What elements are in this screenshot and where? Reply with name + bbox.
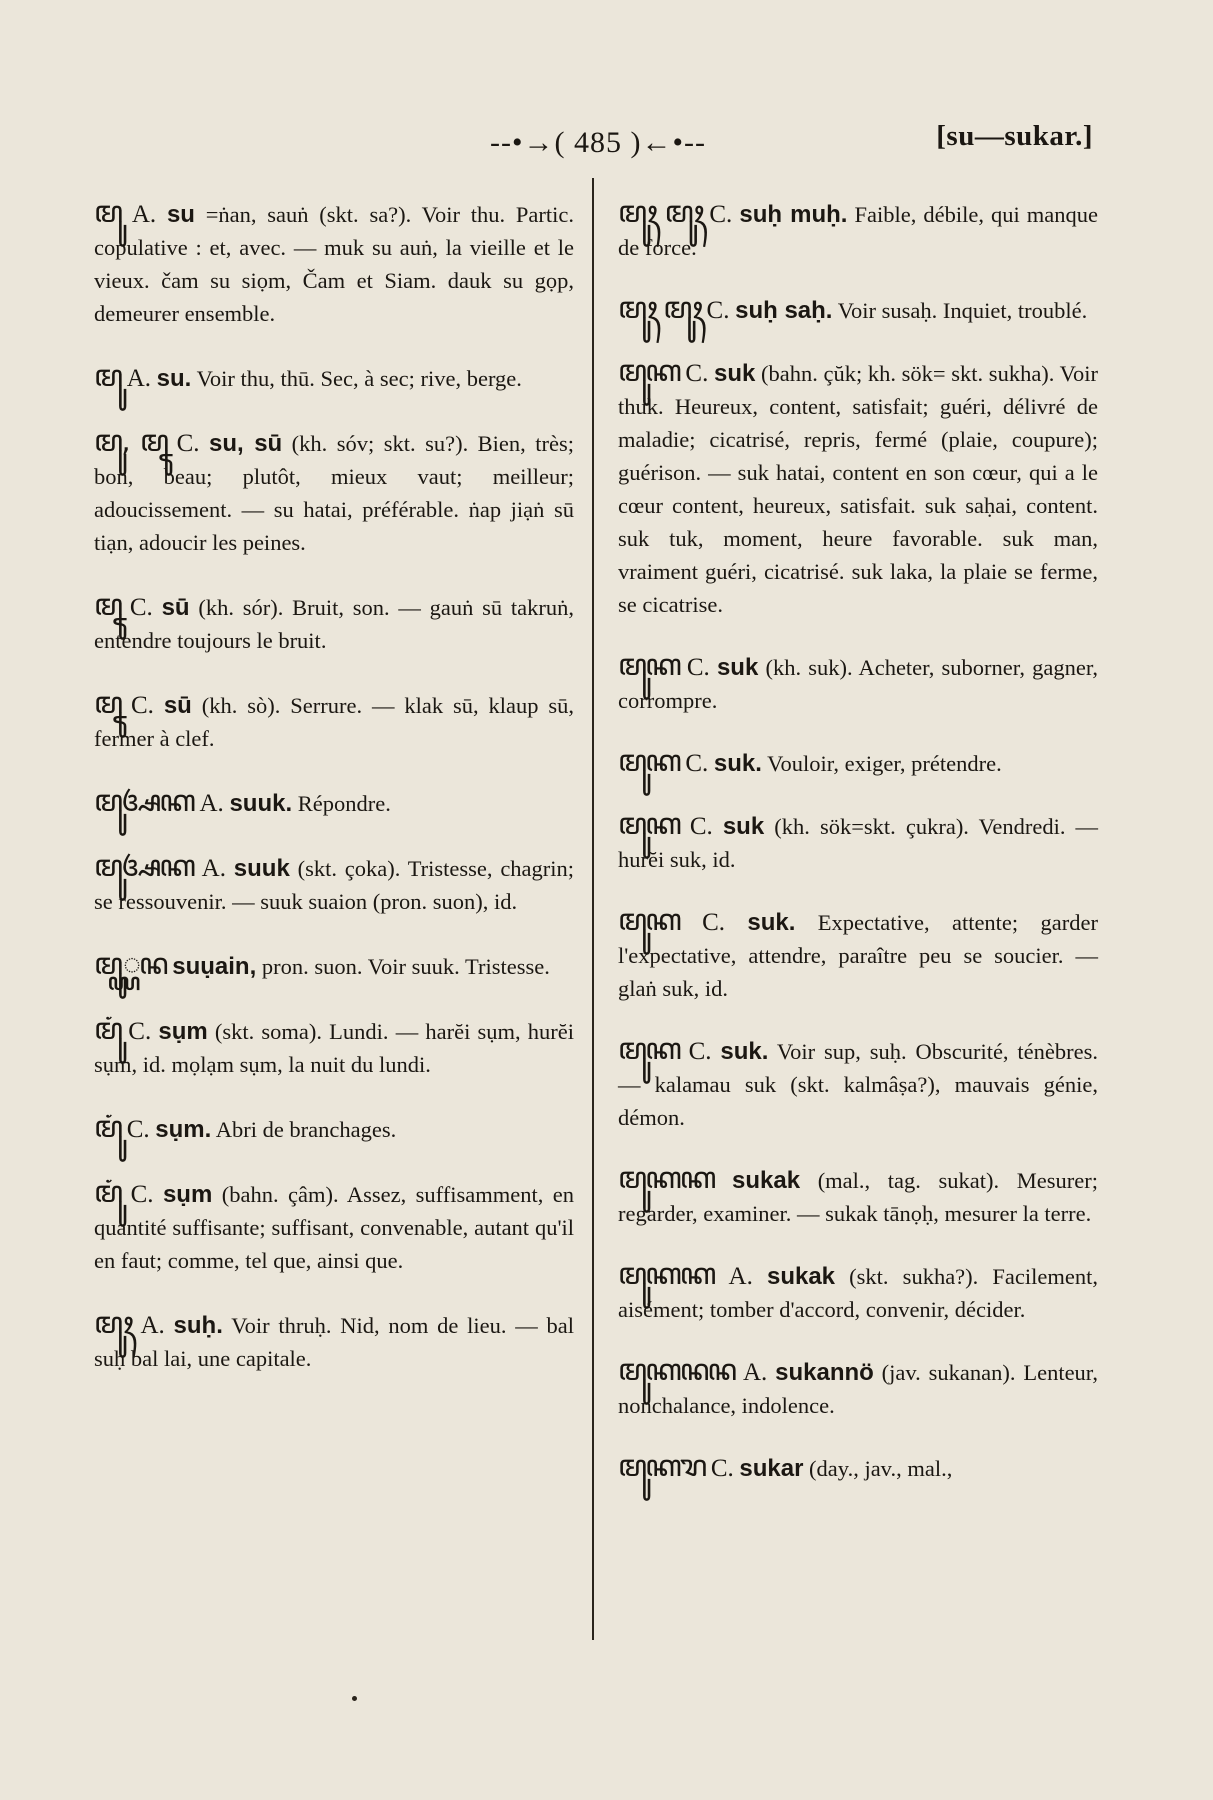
language-marker: C. [176,430,200,457]
language-marker: C. [129,594,153,621]
dictionary-entry [94,850,574,918]
headword: suḥ saḥ. [735,297,833,324]
dictionary-entry [618,292,1098,327]
cham-script-glyph: ꦩꦸꦁ [94,1110,122,1145]
definition-text: Voir sup, suḥ. Obscurité, ténèbres. — kalamau suk (skt. kalmâṣa?), mauvais génie, démon. [618,1039,1098,1130]
running-head: [su—sukar.] [936,120,1093,152]
dictionary-entry [618,808,1098,876]
headword: suk. [720,1038,769,1065]
dictionary-entry [618,1354,1098,1422]
language-marker: C. [702,909,726,936]
dictionary-entry [618,196,1098,264]
language-marker: C. [130,1181,154,1208]
page-number: --•→( 485 )←•-- [490,126,706,159]
definition-text: Répondre. [297,791,391,816]
cham-script-glyph: ꦩꦸꦏꦏ [618,1257,715,1292]
definition-text: Abri de branchages. [215,1117,397,1142]
headword: suk [722,813,765,840]
cham-script-glyph: ꦩꦸꦏ [618,648,680,683]
headword: suụain, [172,953,257,980]
dictionary-entry [618,1162,1098,1230]
dictionary-entry [618,1258,1098,1326]
definition-text: Voir susaḥ. Inquiet, troublé. [837,298,1088,323]
headword: sū [163,692,192,719]
language-marker: C. [686,654,710,681]
language-marker: C. [709,201,733,228]
language-marker: C. [131,692,154,719]
definition-text: pron. suon. Voir suuk. Tristesse. [261,954,550,979]
dictionary-entry [94,687,574,755]
definition-text: (day., jav., mal., [809,1456,953,1481]
dictionary-entry [94,1176,574,1277]
cham-script-glyph: ꦩꦸꦄꦏ [94,784,194,819]
dictionary-entry [618,1450,1098,1485]
dictionary-entry [94,785,574,820]
language-marker: A. [140,1312,165,1339]
language-marker: C. [689,813,713,840]
definition-text: (skt. çoka). Tristesse, chagrin; se ressouvenir. — suuk suaion (pron. suon), id. [94,856,575,914]
language-marker: C. [710,1455,734,1482]
headword: suuk [233,855,290,882]
cham-script-glyph: ꦩꦸꦃ ꦩꦸꦃ [618,195,703,230]
column-divider [592,178,594,1640]
cham-script-glyph: ꦩꦸ꧀ꦪꦤ [94,947,167,982]
definition-text: (kh. suk). Acheter, suborner, gagner, corrompre. [618,655,1099,713]
dictionary-entry [94,360,574,395]
cham-script-glyph: ꦩꦸꦃ ꦩꦸꦃ [618,291,701,326]
dictionary-entry [94,425,574,559]
definition-text: Vouloir, exiger, prétendre. [767,751,1002,776]
dictionary-entry [94,589,574,657]
right-column [618,196,1098,1485]
definition-text: =ṅan, sauṅ (skt. sa?). Voir thu. Partic. copulative : et, avec. — muk su auṅ, la vieille et le vieux. čam su siọm, Čam et Siam. dauk su gọp, demeurer ensemble. [94,202,575,326]
headword: su. [156,365,192,392]
cham-script-glyph: ꦩꦸꦏ [618,807,680,842]
definition-text: Expectative, attente; garder l'expectative, attendre, paraître peu se soucier. — glaṅ suk, id. [618,910,1098,1001]
headword: suḥ muḥ. [739,201,848,228]
language-marker: A. [728,1263,753,1290]
language-marker: C. [126,1116,150,1143]
language-marker: C. [128,1018,152,1045]
definition-text: (kh. sök=skt. çukra). Vendredi. — hurĕi suk, id. [618,814,1099,872]
cham-script-glyph: ꦩꦸ [94,359,122,394]
definition-text: (kh. sóv; skt. su?). Bien, très; bon, beau; plutôt, mieux vaut; meilleur; adoucissement. — su hatai, préférable. ṅap jiạṅ sū tiạn, adoucir les peines. [94,431,574,555]
cham-script-glyph: ꦩꦸꦁ [94,1012,122,1047]
dictionary-entry [618,745,1098,780]
dictionary-entry [618,355,1098,621]
cham-script-glyph: ꦩꦸꦏꦏ [618,1161,715,1196]
headword: sū [161,594,190,621]
headword: suḥ. [173,1312,223,1339]
language-marker: A. [126,365,152,392]
definition-text: (mal., tag. sukat). Mesurer; regarder, examiner. — sukak tānọḥ, mesurer la terre. [618,1168,1098,1226]
language-marker: A. [131,201,157,228]
definition-text: (kh. sò). Serrure. — klak sū, klaup sū, fermer à clef. [94,693,575,751]
headword: sukar [739,1455,804,1482]
definition-text: Voir thu, thū. Sec, à sec; rive, berge. [196,366,522,391]
definition-text: (skt. soma). Lundi. — harĕi sụm, hurĕi sụm, id. mọlạm sụm, la nuit du lundi. [94,1019,574,1077]
headword: suuk. [229,790,293,817]
cham-script-glyph: ꦩꦸ, ꦩꦹ [94,424,168,459]
headword: suk. [747,909,796,936]
language-marker: A. [199,790,224,817]
dictionary-entry [618,1033,1098,1134]
definition-text: (bahn. çŭk; kh. sök= skt. sukha). Voir thuk. Heureux, content, satisfait; guéri, délivré de maladie; cicatrisé, repris, fermé (plaie, coupure); guérison. — suk hatai, content en son cœur, qui a le cœur content, heureux, satisfait. suk saḥai, content. suk tuk, moment, heure favorable. suk man, vraiment guéri, cicatrisé. suk laka, la plaie se ferme, se cicatrise. [618,361,1099,617]
cham-script-glyph: ꦩꦸ [94,195,122,230]
cham-script-glyph: ꦩꦹ [94,588,122,623]
headword: sukak [766,1263,836,1290]
dictionary-entry [94,948,574,983]
language-marker: A. [742,1359,768,1386]
definition-text: Voir thruḥ. Nid, nom de lieu. — bal suḥ bal lai, une capitale. [94,1313,575,1371]
headword: sukak [732,1167,801,1194]
dictionary-entry [94,196,574,330]
cham-script-glyph: ꦩꦸꦁ [94,1175,122,1210]
left-column [94,196,574,1375]
language-marker: C. [688,1038,712,1065]
cham-script-glyph: ꦩꦹ [94,686,122,721]
cham-script-glyph: ꦩꦸꦃ [94,1306,132,1341]
headword: sukannö [775,1359,874,1386]
headword: suk. [713,750,762,777]
definition-text: (kh. sór). Bruit, son. — gauṅ sū takruṅ, entendre toujours le bruit. [94,595,575,653]
headword: su [166,201,195,228]
ink-speck [352,1696,357,1701]
cham-script-glyph: ꦩꦸꦄꦏ [94,849,194,884]
cham-script-glyph: ꦩꦸꦏ [618,354,680,389]
language-marker: A. [201,855,226,882]
headword: sụm. [155,1116,212,1143]
dictionary-entry [94,1307,574,1375]
headword: suk [713,360,756,387]
cham-script-glyph: ꦩꦸꦏꦫ [618,1449,706,1484]
dictionary-entry [618,649,1098,717]
headword: sụm [158,1018,208,1045]
headword: sụm [162,1181,213,1208]
headword: suk [716,654,759,681]
cham-script-glyph: ꦩꦸꦏ [618,1032,680,1067]
cham-script-glyph: ꦩꦸꦏꦤꦤ [618,1353,736,1388]
language-marker: C. [685,360,709,387]
language-marker: C. [685,750,709,777]
definition-text: (jav. sukanan). Lenteur, nonchalance, indolence. [618,1360,1099,1418]
dictionary-entry [94,1111,574,1146]
definition-text: (bahn. çâm). Assez, suffisamment, en quantité suffisante; suffisant, convenable, autant qu'il en faut; comme, tel que, ainsi que. [94,1182,575,1273]
language-marker: C. [706,297,730,324]
page-header [0,118,1213,168]
dictionary-entry [94,1013,574,1081]
cham-script-glyph: ꦩꦸꦏ [618,744,680,779]
cham-script-glyph: ꦩꦸꦏ [618,903,680,938]
definition-text: Faible, débile, qui manque de force. [618,202,1099,260]
dictionary-entry [618,904,1098,1005]
definition-text: (skt. sukha?). Facilement, aisément; tomber d'accord, convenir, décider. [618,1264,1099,1322]
headword: su, sū [209,430,283,457]
